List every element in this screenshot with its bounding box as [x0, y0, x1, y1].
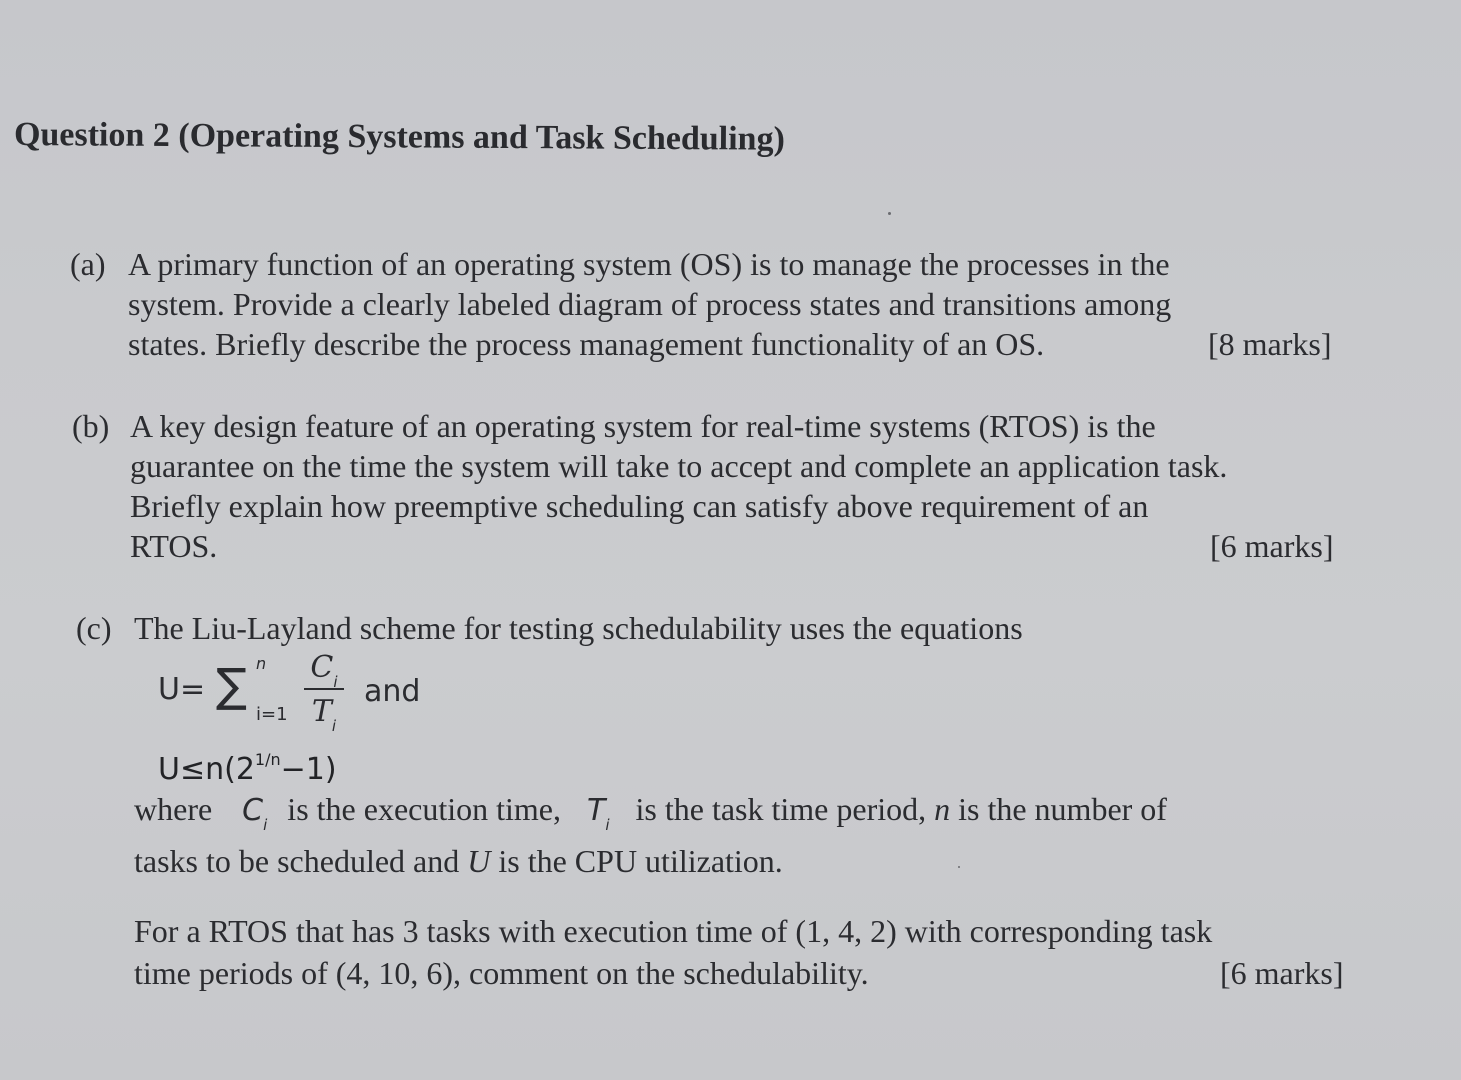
where-line-1 — [134, 786, 1167, 838]
numerator-subscript: i — [333, 673, 338, 691]
final-question — [134, 910, 1344, 994]
final-line-2: time periods of (4, 10, 6), comment on the schedulability. — [134, 955, 869, 991]
sigma-lower-limit: i=1 — [256, 704, 288, 725]
fraction — [304, 650, 344, 735]
part-c-intro-line: The Liu-Layland scheme for testing schedulability uses the equations — [134, 610, 1023, 646]
eq2-exponent: 1/n — [254, 750, 281, 769]
sigma-upper-limit: n — [256, 654, 267, 673]
part-b-line-3: Briefly explain how preemptive scheduling can satisfy above requirement of an — [130, 488, 1149, 524]
n-symbol: n — [934, 791, 951, 827]
utilization-equation — [158, 650, 458, 740]
part-a — [70, 244, 1370, 374]
paper-speck — [888, 212, 891, 215]
fraction-numerator — [304, 650, 344, 691]
where-paragraph — [134, 786, 1167, 884]
cpu-utilization-text: is the CPU utilization. — [498, 843, 783, 879]
part-a-text — [128, 244, 1171, 364]
part-c-intro — [134, 608, 1023, 648]
number-of-text: is the number of — [958, 791, 1167, 827]
paper-speck — [958, 866, 960, 868]
part-b — [72, 406, 1372, 576]
tasks-text: tasks to be scheduled and — [134, 843, 460, 879]
liu-layland-bound — [158, 752, 337, 787]
part-a-letter: (a) — [70, 246, 106, 282]
numerator-symbol: C — [310, 650, 334, 685]
question-heading: Question 2 (Operating Systems and Task Scheduling) — [13, 116, 785, 158]
eq1-conjunction: and — [364, 674, 421, 709]
part-a-marks: [8 marks] — [1208, 326, 1332, 362]
final-line-1: For a RTOS that has 3 tasks with execution time of (1, 4, 2) with corresponding task — [134, 913, 1213, 949]
part-a-line-2: system. Provide a clearly labeled diagram of process states and transitions among — [128, 286, 1172, 322]
where-line-2 — [134, 838, 1167, 884]
eq1-lhs: U= — [158, 672, 206, 707]
part-b-line-1: A key design feature of an operating system for real-time systems (RTOS) is the — [130, 408, 1156, 444]
fraction-bar — [304, 688, 344, 690]
execution-time-text: is the execution time, — [287, 791, 561, 827]
part-b-line-4: RTOS. — [130, 528, 218, 564]
part-b-marks: [6 marks] — [1210, 528, 1334, 564]
part-c-marks: [6 marks] — [1220, 955, 1344, 991]
eq2-rhs: −1) — [280, 752, 337, 787]
part-c-letter: (c) — [76, 610, 112, 646]
denominator-symbol: T — [311, 694, 332, 729]
fraction-denominator — [304, 694, 344, 735]
u-symbol: U — [467, 843, 491, 879]
t-symbol: T — [587, 793, 606, 828]
c-subscript: i — [263, 816, 268, 834]
part-b-line-2: guarantee on the time the system will take to accept and complete an application task. — [130, 448, 1228, 484]
period-text: is the task time period, — [635, 791, 927, 827]
sigma-symbol: ∑ — [216, 658, 247, 712]
c-symbol: C — [242, 793, 264, 828]
eq2-lhs: U≤n(2 — [158, 752, 255, 787]
part-a-line-3: states. Briefly describe the process management functionality of an OS. — [128, 326, 1045, 362]
where-word: where — [134, 791, 213, 827]
final-line-2-row — [134, 952, 1344, 994]
part-b-letter: (b) — [72, 408, 110, 444]
part-b-text — [130, 406, 1227, 566]
part-a-line-1: A primary function of an operating system (OS) is to manage the processes in the — [128, 246, 1170, 282]
t-subscript: i — [605, 816, 610, 834]
denominator-subscript: i — [331, 717, 337, 735]
